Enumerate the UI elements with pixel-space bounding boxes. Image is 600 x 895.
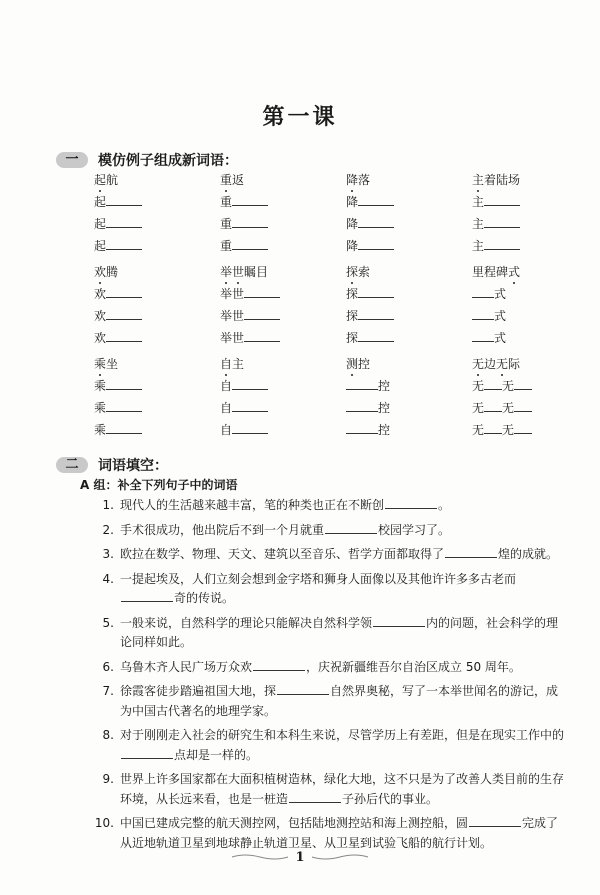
answer-blank[interactable] [106, 329, 142, 342]
word-part: 控 [378, 401, 391, 415]
practice-cell [346, 399, 472, 416]
page-title: 第一课 [262, 104, 338, 130]
answer-blank[interactable] [244, 307, 280, 320]
practice-cell [94, 307, 220, 324]
section1-badge: 一 [56, 152, 88, 168]
question-number: 2. [102, 522, 114, 537]
answer-blank[interactable] [106, 421, 142, 434]
word-block-2 [94, 258, 564, 346]
example-word: 重返 [220, 173, 245, 187]
answer-blank[interactable] [484, 377, 502, 390]
answer-blank[interactable] [289, 790, 341, 803]
word-part: 降 [346, 195, 359, 209]
section1-title: 模仿例子组成新词语： [98, 153, 238, 169]
question-item [94, 570, 564, 609]
practice-cell [220, 399, 346, 416]
question-number: 7. [102, 684, 114, 698]
word-part: 起 [94, 217, 107, 231]
question-text [120, 496, 564, 516]
answer-blank[interactable] [106, 215, 142, 228]
practice-cell [346, 285, 472, 302]
answer-blank[interactable] [358, 237, 394, 250]
practice-cell [472, 193, 562, 210]
example-word: 起航 [94, 173, 119, 187]
practice-cell [94, 237, 220, 254]
practice-cell [346, 193, 472, 210]
question-text-after: 校园学习了。 [378, 522, 451, 537]
practice-cell [346, 307, 472, 324]
section2-heading [56, 455, 168, 475]
word-part: 主 [472, 195, 485, 209]
example-word: 探索 [346, 265, 371, 279]
practice-cell [472, 307, 562, 324]
question-text-after: ，庆祝新疆维吾尔自治区成立 50 周年。 [306, 659, 521, 674]
fill-in-list [94, 496, 564, 858]
question-text-after: 奇的传说。 [174, 591, 235, 605]
question-text [120, 682, 564, 721]
ornament-left-icon [230, 853, 290, 861]
example-word: 乘坐 [94, 357, 119, 371]
answer-blank[interactable] [106, 377, 142, 390]
example-word: 降落 [346, 173, 371, 187]
practice-cell [220, 215, 346, 232]
word-part: 无 [472, 401, 485, 415]
question-text-after: 。 [438, 498, 451, 512]
word-part: 自 [220, 423, 233, 437]
answer-blank[interactable] [346, 421, 378, 434]
question-text-before: 一提起埃及，人们立刻会想到金字塔和狮身人面像以及其他许许多多古老而 [120, 571, 517, 586]
word-part: 探 [346, 287, 359, 301]
question-text-before: 一般来说，自然科学的理论只能解决自然科学领 [120, 615, 373, 630]
question-number: 6. [102, 659, 114, 674]
answer-blank[interactable] [358, 329, 394, 342]
word-part: 自 [220, 401, 233, 415]
question-item [94, 521, 564, 541]
answer-blank[interactable] [472, 307, 494, 320]
answer-blank[interactable] [232, 193, 268, 206]
word-part: 欢 [94, 309, 107, 323]
answer-blank[interactable] [472, 285, 494, 298]
question-text-before: 中国已建成完整的航天测控网，包括陆地测控站和海上测控船，圆 [120, 816, 469, 830]
word-part: 举世 [220, 331, 245, 345]
practice-cell [94, 193, 220, 210]
question-text-after: 内的问题，社会科学的理论同样如此。 [120, 615, 559, 649]
answer-blank[interactable] [106, 193, 142, 206]
word-part: 举世 [220, 287, 245, 301]
question-text [120, 614, 564, 653]
word-part: 欢 [94, 287, 107, 301]
practice-row [94, 394, 564, 416]
question-item [94, 496, 564, 516]
ornament-right-icon [310, 853, 370, 861]
practice-cell [346, 329, 472, 346]
word-part: 无 [502, 423, 515, 437]
question-number: 3. [102, 547, 114, 561]
practice-cell [94, 377, 220, 394]
word-part: 式 [494, 287, 507, 301]
answer-blank[interactable] [484, 237, 520, 250]
question-text-before: 徐霞客徒步踏遍祖国大地，探 [120, 684, 277, 698]
question-number: 5. [102, 615, 114, 630]
word-block-1 [94, 166, 564, 254]
example-row [94, 166, 564, 188]
answer-blank[interactable] [484, 193, 520, 206]
word-part: 探 [346, 309, 359, 323]
question-text-after: 自然界奥秘，写了一本举世闻名的游记，成为中国古代著名的地理学家。 [120, 684, 559, 718]
answer-blank[interactable] [325, 521, 377, 534]
practice-cell [220, 329, 346, 346]
question-item [94, 682, 564, 721]
answer-blank[interactable] [484, 399, 502, 412]
word-part: 主 [472, 217, 485, 231]
word-part: 起 [94, 195, 107, 209]
question-item [94, 545, 564, 565]
question-text-after: 煌的成就。 [498, 547, 559, 561]
practice-row [94, 372, 564, 394]
answer-blank[interactable] [514, 399, 532, 412]
practice-cell [472, 329, 562, 346]
example-word: 欢腾 [94, 265, 119, 279]
word-part: 重 [220, 217, 233, 231]
word-part: 主 [472, 239, 485, 253]
practice-cell [472, 377, 562, 394]
answer-blank[interactable] [106, 285, 142, 298]
practice-cell [472, 237, 562, 254]
practice-cell [94, 285, 220, 302]
answer-blank[interactable] [445, 545, 497, 558]
answer-blank[interactable] [232, 377, 268, 390]
question-item [94, 726, 564, 765]
question-text-before: 欧拉在数学、物理、天文、建筑以至音乐、哲学方面都取得了 [120, 547, 445, 561]
word-part: 乘 [94, 401, 107, 415]
word-part: 无 [472, 423, 485, 437]
example-word: 测控 [346, 357, 371, 371]
example-word: 里程碑式 [472, 265, 521, 279]
answer-blank[interactable] [373, 614, 425, 627]
question-text [120, 570, 564, 609]
practice-cell [220, 377, 346, 394]
question-text [120, 726, 564, 765]
word-part: 自 [220, 379, 233, 393]
answer-blank[interactable] [232, 421, 268, 434]
practice-row [94, 232, 564, 254]
question-text-before: 乌鲁木齐人民广场万众欢 [120, 659, 253, 674]
practice-cell [472, 399, 562, 416]
practice-cell [346, 237, 472, 254]
answer-blank[interactable] [346, 377, 378, 390]
example-word: 无边无际 [472, 357, 521, 371]
practice-cell [220, 421, 346, 438]
word-part: 控 [378, 423, 391, 437]
question-text [120, 545, 564, 565]
answer-blank[interactable] [484, 421, 502, 434]
word-part: 无 [502, 379, 515, 393]
practice-row [94, 280, 564, 302]
example-row [94, 258, 564, 280]
practice-cell [346, 215, 472, 232]
practice-cell [472, 421, 562, 438]
example-word: 主着陆场 [472, 173, 521, 187]
word-part: 控 [378, 379, 391, 393]
practice-cell [94, 215, 220, 232]
word-part: 重 [220, 239, 233, 253]
word-part: 重 [220, 195, 233, 209]
example-row [94, 350, 564, 372]
answer-blank[interactable] [232, 399, 268, 412]
answer-blank[interactable] [121, 746, 173, 759]
word-part: 无 [502, 401, 515, 415]
word-part: 探 [346, 331, 359, 345]
word-part: 乘 [94, 423, 107, 437]
answer-blank[interactable] [514, 421, 532, 434]
practice-cell [220, 307, 346, 324]
question-text-before: 世界上许多国家都在大面积植树造林，绿化大地，这不只是为了改善人类目前的生存环境，从长远来看，也是一桩造 [120, 772, 565, 806]
word-part: 乘 [94, 379, 107, 393]
practice-cell [472, 285, 562, 302]
word-part: 降 [346, 239, 359, 253]
answer-blank[interactable] [484, 215, 520, 228]
answer-blank[interactable] [244, 285, 280, 298]
question-text [120, 521, 564, 541]
word-part: 降 [346, 217, 359, 231]
question-item [94, 658, 564, 678]
practice-row [94, 210, 564, 232]
practice-cell [94, 329, 220, 346]
section2-title: 词语填空： [98, 458, 168, 474]
question-text-before: 对于刚刚走入社会的研究生和本科生来说，尽管学历上有差距，但是在现实工作中的 [120, 728, 565, 742]
word-part: 举世 [220, 309, 245, 323]
question-number: 8. [102, 728, 114, 742]
practice-cell [220, 285, 346, 302]
answer-blank[interactable] [385, 496, 437, 509]
answer-blank[interactable] [232, 237, 268, 250]
question-item [94, 770, 564, 809]
page-number: 1 [295, 850, 305, 865]
answer-blank[interactable] [514, 377, 532, 390]
question-number: 4. [102, 571, 114, 586]
practice-cell [346, 377, 472, 394]
practice-row [94, 416, 564, 438]
practice-row [94, 188, 564, 210]
answer-blank[interactable] [106, 237, 142, 250]
practice-row [94, 324, 564, 346]
answer-blank[interactable] [232, 215, 268, 228]
answer-blank[interactable] [358, 193, 394, 206]
answer-blank[interactable] [121, 589, 173, 602]
question-text [120, 770, 564, 809]
word-part: 无 [472, 379, 485, 393]
answer-blank[interactable] [106, 399, 142, 412]
answer-blank[interactable] [469, 814, 521, 827]
answer-blank[interactable] [277, 682, 329, 695]
answer-blank[interactable] [472, 329, 494, 342]
practice-cell [220, 237, 346, 254]
question-number: 10. [94, 816, 114, 830]
question-number: 1. [102, 498, 114, 512]
word-block-3 [94, 350, 564, 438]
answer-blank[interactable] [358, 285, 394, 298]
answer-blank[interactable] [358, 307, 394, 320]
word-part: 式 [494, 309, 507, 323]
question-text-after: 点却是一样的。 [174, 747, 259, 762]
page-footer [0, 846, 600, 865]
word-part: 欢 [94, 331, 107, 345]
question-text-after: 子孙后代的事业。 [342, 791, 439, 806]
answer-blank[interactable] [346, 399, 378, 412]
question-text-after: 完成了从近地轨道卫星到地球静止轨道卫星、从卫星到试验飞船的航行计划。 [120, 816, 559, 850]
answer-blank[interactable] [253, 658, 305, 671]
answer-blank[interactable] [106, 307, 142, 320]
question-text-before: 手术很成功，他出院后不到一个月就重 [120, 522, 325, 537]
example-word: 自主 [220, 357, 245, 371]
practice-cell [346, 421, 472, 438]
question-text-before: 现代人的生活越来越丰富，笔的种类也正在不断创 [120, 498, 385, 512]
question-item [94, 614, 564, 653]
answer-blank[interactable] [358, 215, 394, 228]
word-part: 起 [94, 239, 107, 253]
practice-row [94, 302, 564, 324]
practice-cell [472, 215, 562, 232]
question-number: 9. [102, 772, 114, 786]
practice-cell [94, 399, 220, 416]
practice-cell [94, 421, 220, 438]
answer-blank[interactable] [244, 329, 280, 342]
example-word: 举世瞩目 [220, 265, 269, 279]
question-text [120, 658, 564, 678]
word-part: 式 [494, 331, 507, 345]
section2-badge: 二 [56, 457, 88, 473]
practice-cell [220, 193, 346, 210]
group-a-heading: A 组：补全下列句子中的词语 [80, 478, 238, 492]
